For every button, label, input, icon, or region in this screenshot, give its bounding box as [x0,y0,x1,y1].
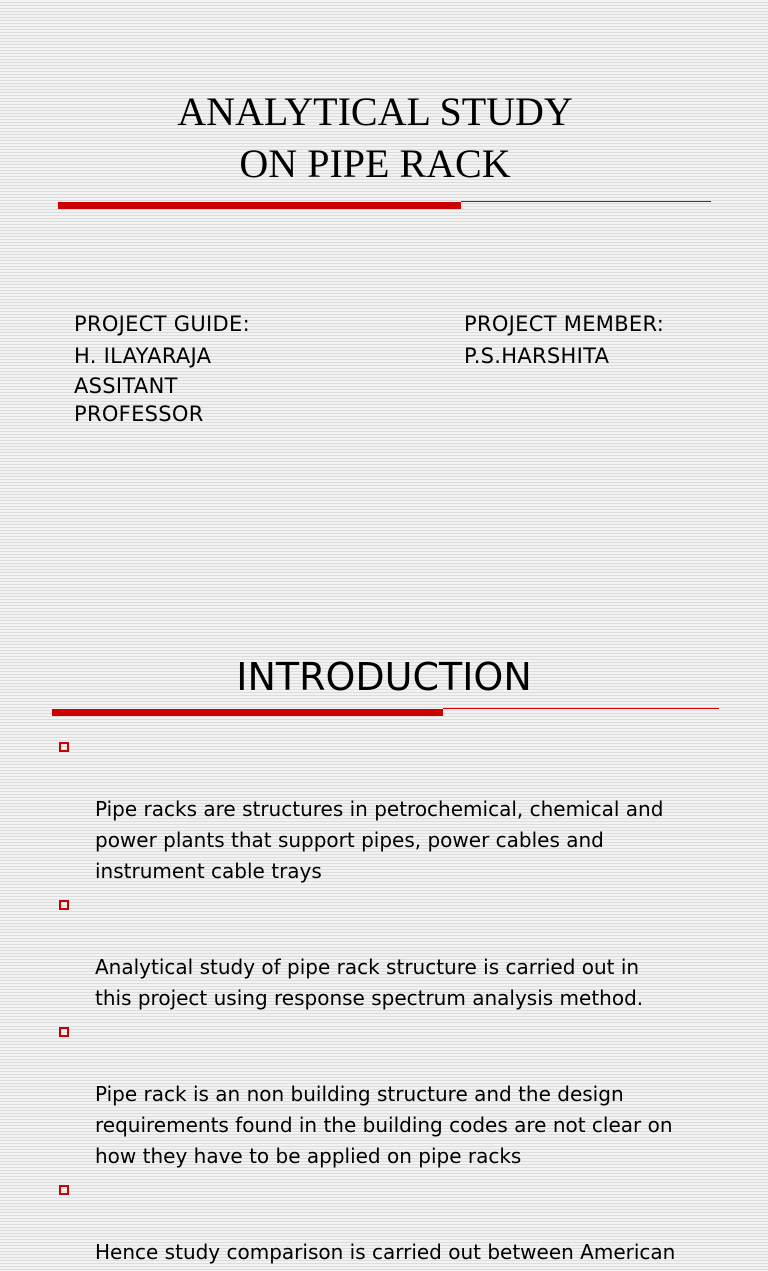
list-item [56,1175,756,1268]
project-guide-role-line2: PROFESSOR [74,402,204,426]
hollow-square-bullet-icon [59,1027,69,1037]
project-guide-label: PROJECT GUIDE: [74,312,250,336]
title-divider-thin [461,201,711,202]
project-member-block [464,308,664,372]
hollow-square-bullet-icon [59,742,69,752]
bullet-text: Analytical study of pipe rack structure is carried out in this project using response spectrum analysis method. [95,955,644,1010]
hollow-square-bullet-icon [59,900,69,910]
hollow-square-bullet-icon [59,1185,69,1195]
project-member-name: P.S.HARSHITA [464,344,610,368]
title-divider-thick [52,709,443,716]
project-guide-role-line1: ASSITANT [74,374,178,398]
introduction-slide [0,620,768,1264]
title-slide [0,0,768,620]
slide-title [0,86,750,190]
bullet-text: Pipe racks are structures in petrochemical, chemical and power plants that support pipes, power cables and instrument cable trays [95,797,664,883]
title-divider-thick [58,202,461,209]
slide-title: INTRODUCTION [236,655,532,699]
bullet-text: Hence study comparison is carried out between American [95,1240,676,1264]
list-item [56,1017,756,1172]
bullet-list [56,732,756,1271]
project-guide-block [74,308,250,428]
list-item [56,732,756,887]
title-line-2: ON PIPE RACK [239,141,511,186]
project-member-label: PROJECT MEMBER: [464,312,665,336]
title-line-1: ANALYTICAL STUDY [177,89,573,134]
title-divider-thin [443,708,719,709]
project-guide-name: H. ILAYARAJA [74,344,212,368]
list-item [56,890,756,1014]
bullet-text: Pipe rack is an non building structure and the design requirements found in the building codes are not clear on how they have to be applied on pipe racks [95,1082,673,1168]
